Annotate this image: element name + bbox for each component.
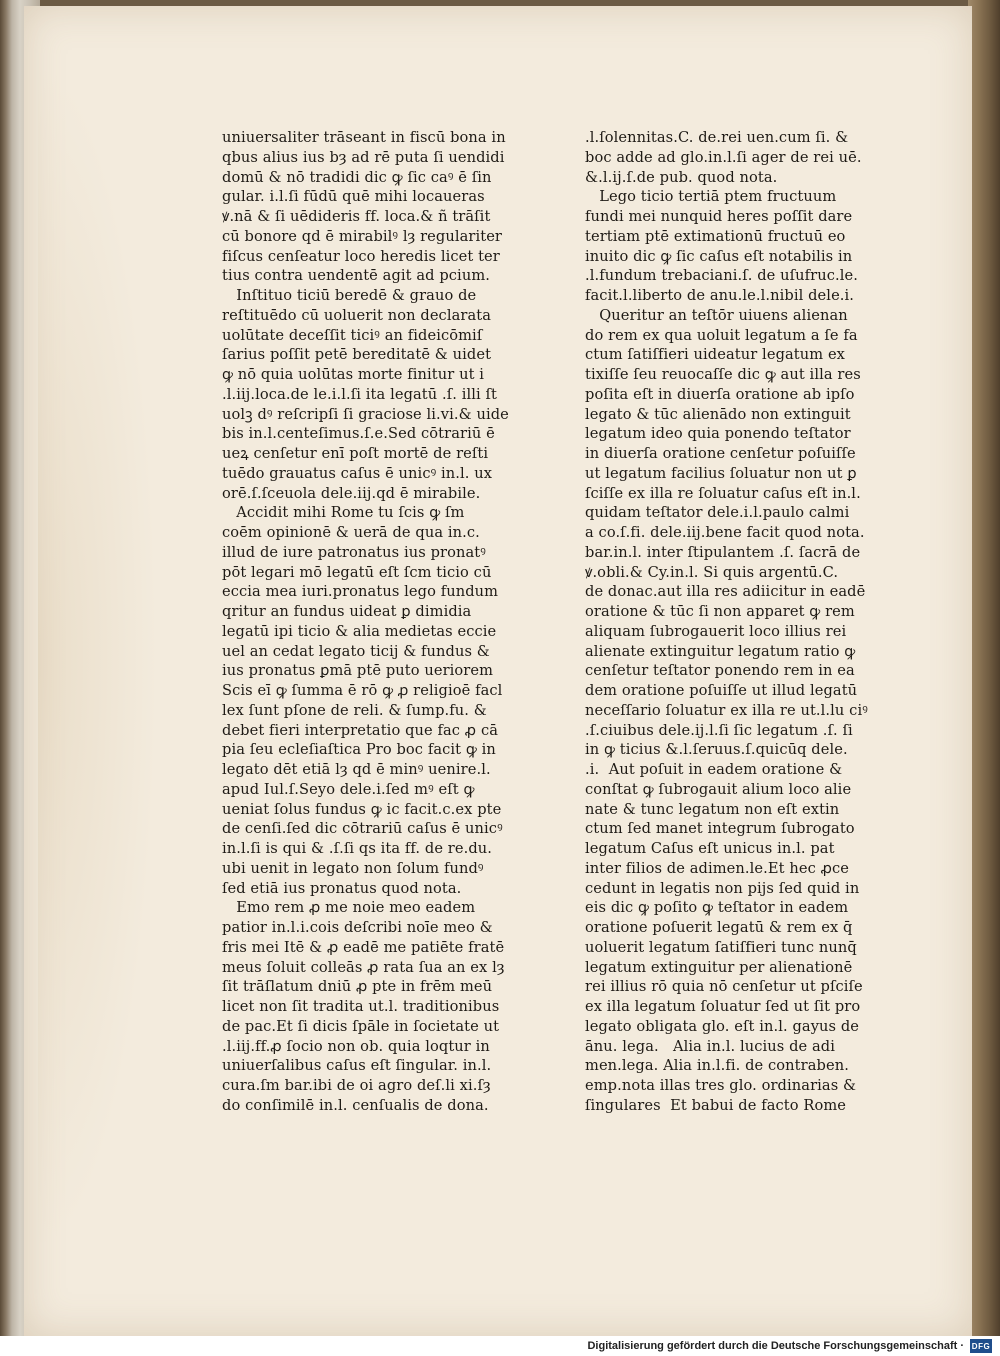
- text-line: ſingulares Et babui de facto Rome: [585, 1096, 847, 1114]
- text-line: debet fieri interpretatio que fac ꝓ cā: [222, 721, 499, 739]
- text-line: patior in.l.i.cois deſcribi noīe meo &: [222, 919, 493, 936]
- text-line: legato dēt etiā lȝ qd ē minꝰ uenire.l.: [222, 761, 491, 778]
- text-line: oratione & tūc ſi non apparet ꝙ rem: [585, 603, 855, 620]
- text-line: pōt legari mō legatū eſt ſcm ticio cū: [222, 563, 492, 581]
- text-line: nate & tunc legatum non eſt extin: [585, 800, 840, 818]
- text-line: tixiſſe ſeu reuocaſſe dic ꝙ aut illa res: [585, 366, 861, 383]
- text-line: uolūtate deceſſit ticiꝰ an fideicōmiſ: [222, 326, 483, 344]
- text-line: tuēdo grauatus caſus ē unicꝰ in.l. ux: [222, 464, 493, 482]
- text-line: qritur an fundus uideat ꝑ dimidia: [222, 603, 472, 620]
- text-line: lex ſunt pſone de reli. & ſump.fu. &: [222, 701, 487, 719]
- text-line: cū bonore qd ē mirabilꝰ lȝ regulariter: [222, 227, 503, 245]
- text-line: dem oratione poſuiſſe ut illud legatū: [585, 682, 858, 699]
- text-line: coēm opinionē & uerā de qua in.c.: [222, 524, 480, 541]
- text-line: rei illius rō quia nō cenſetur ut pſciſe: [585, 978, 863, 996]
- text-line: .l.iij.loca.de le.i.l.ſi ita legatū .ſ. illi ſt: [222, 385, 498, 403]
- text-line: inuito dic ꝙ ſic caſus eſt notabilis in: [585, 247, 853, 265]
- text-line: quidam teſtator dele.i.l.paulo calmi: [585, 504, 850, 522]
- text-line: .l.iij.ff.ꝓ ſocio non ob. quia loqtur in: [222, 1037, 490, 1055]
- text-line: reſtituēdo cū uoluerit non declarata: [222, 306, 492, 324]
- text-line: ctum ſatiſfieri uideatur legatum ex: [585, 346, 846, 364]
- text-line: pia ſeu ecleſiaſtica Pro boc facit ꝙ in: [222, 741, 496, 759]
- text-line: ex illa legatum ſoluatur ſed ut ſit pro: [585, 998, 861, 1015]
- text-line: cura.ſm bar.ibi de oi agro deſ.li xi.ſȝ: [222, 1077, 491, 1094]
- text-line: aliquam ſubrogauerit loco illius rei: [585, 622, 847, 640]
- text-line: orē.ſ.ſceuola dele.iij.qd ē mirabile.: [222, 484, 481, 502]
- text-line: meus ſoluit colleās ꝓ rata ſua an ex lȝ: [222, 958, 505, 976]
- dfg-logo: DFG: [970, 1339, 992, 1353]
- text-line: men.lega. Alia in.l.fi. de contraben.: [585, 1057, 849, 1075]
- text-line: ſit trāſlatum dniū ꝓ pte in frēm meū: [222, 978, 493, 996]
- text-line: cenſetur teſtator ponendo rem in ea: [585, 662, 855, 680]
- text-line: tius contra uendentē agit ad pcium.: [222, 267, 491, 285]
- text-line: eis dic ꝙ poſito ꝙ teſtator in eadem: [585, 899, 849, 917]
- text-line: ꝟ.nā & ſi uēdideris ff. loca.& ñ trāſit: [222, 208, 491, 225]
- text-line: do conſimilē in.l. cenſualis de dona.: [222, 1096, 489, 1114]
- text-line: tertiam ptē extimationū fructuū eo: [585, 227, 846, 245]
- text-line: Scis eī ꝙ ſumma ē rō ꝙ ꝓ religioē facl: [222, 682, 503, 699]
- text-line: boc adde ad glo.in.l.ſi ager de rei uē.: [585, 148, 862, 166]
- text-line: in.l.ſi is qui & .ſ.ſi qs ita ff. de re.du.: [222, 840, 493, 857]
- text-line: in diuerſa oratione cenſetur poſuiſſe: [585, 445, 856, 462]
- text-line: legatū ipi ticio & alia medietas eccie: [222, 622, 497, 640]
- text-line: ſciſſe ex illa re ſoluatur caſus eſt in.l.: [585, 484, 861, 502]
- text-line: uoluerit legatum ſatiſfieri tunc nunq̄: [585, 938, 857, 956]
- text-line: ueꝝ cenſetur enī poſt mortē de reſti: [222, 445, 489, 462]
- text-line: uolꝫ dꝰ reſcripſi ſi graciose li.vi.& uide: [222, 405, 509, 423]
- text-line: legatum extinguitur per alienationē: [585, 958, 853, 976]
- text-line: .ſ.ciuibus dele.ij.l.ſi ſic legatum .ſ. ſi: [585, 721, 853, 739]
- text-line: licet non ſit tradita ut.l. traditionibus: [222, 998, 500, 1015]
- text-line: conſtat ꝙ ſubrogauit alium loco alie: [585, 780, 852, 798]
- text-line: neceſſario ſoluatur ex illa re ut.l.lu ciꝰ: [585, 701, 868, 719]
- text-line: uniuersaliter trāseant in fiscū bona in: [222, 129, 506, 146]
- text-line: emp.nota illas tres glo. ordinarias &: [585, 1077, 857, 1094]
- text-line: facit.l.liberto de anu.le.l.nibil dele.i.: [585, 287, 855, 304]
- text-line: qbus alius ius bȝ ad rē puta ſi uendidi: [222, 148, 505, 166]
- text-line: Accidit mihi Rome tu ſcis ꝙ ſm: [222, 504, 465, 522]
- text-line: de pac.Et ſi dicis ſpāle in ſocietate ut: [222, 1017, 500, 1035]
- text-line: Emo rem ꝓ me noie meo eadem: [222, 899, 476, 917]
- text-line: Lego ticio tertiā ptem fructuum: [585, 188, 837, 206]
- text-line: ānu. lega. Alia in.l. lucius de adi: [585, 1037, 836, 1055]
- text-line: inter filios de adimen.le.Et hec ꝓce: [585, 859, 849, 877]
- text-line: oratione poſuerit legatū & rem ex q̄: [585, 919, 853, 936]
- text-line: Inſtituo ticiū beredē & grauo de: [222, 287, 477, 304]
- text-line: ꝙ nō quia uolūtas morte finitur ut i: [222, 366, 485, 383]
- text-line: domū & nō tradidi dic ꝙ ſic caꝰ ē ſin: [222, 168, 492, 186]
- text-line: Queritur an teſtōr uiuens alienan: [585, 306, 848, 324]
- text-line: poſita eſt in diuerſa oratione ab ipſo: [585, 385, 855, 403]
- text-line: &.l.ij.ſ.de pub. quod nota.: [585, 168, 778, 186]
- footer-credit-text: Digitalisierung gefördert durch die Deutsche Forschungsgemeinschaft ·: [587, 1340, 964, 1352]
- text-line: do rem ex qua uoluit legatum a ſe fa: [585, 326, 858, 344]
- book-right-edge: [968, 0, 1000, 1340]
- text-line: legato obligata glo. eſt in.l. gayus de: [585, 1017, 860, 1035]
- text-line: ſarius poſſit petē bereditatē & uidet: [222, 346, 492, 364]
- text-line: apud Iul.ſ.Seyo dele.i.ſed mꝰ eſt ꝙ: [222, 780, 475, 798]
- text-line: ubi uenit in legato non ſolum fundꝰ: [222, 859, 484, 877]
- text-line: uniuerſalibus caſus eſt ſingular. in.l.: [222, 1057, 492, 1075]
- left-text-column: [222, 128, 509, 1116]
- text-line: gular. i.l.ſi fūdū quē mihi locaueras: [222, 188, 485, 206]
- text-line: .i. Aut poſuit in eadem oratione &: [585, 761, 843, 778]
- text-line: legatum Caſus eſt unicus in.l. pat: [585, 840, 835, 857]
- text-line: .l.ſolennitas.C. de.rei uen.cum ſi. &: [585, 129, 849, 146]
- text-line: ſed etiā ius pronatus quod nota.: [222, 879, 462, 897]
- text-line: .l.fundum trebaciani.ſ. de uſufruc.le.: [585, 267, 858, 285]
- text-line: fiſcus cenſeatur loco heredis licet ter: [222, 247, 500, 265]
- text-line: legatum ideo quia ponendo teſtator: [585, 425, 851, 443]
- text-line: de cenſi.ſed dic cōtrariū caſus ē unicꝰ: [222, 820, 503, 838]
- text-line: eccia mea iuri.pronatus lego fundum: [222, 583, 499, 601]
- text-line: ut legatum facilius ſoluatur non ut ꝑ: [585, 464, 857, 482]
- text-line: ꝟ.obli.& Cy.in.l. Si quis argentū.C.: [585, 563, 839, 581]
- text-line: ctum ſed manet integrum ſubrogato: [585, 820, 855, 838]
- text-line: de donac.aut illa res adiicitur in eadē: [585, 583, 866, 601]
- text-line: fris mei Itē & ꝓ eadē me patiēte fratē: [222, 938, 505, 956]
- text-line: a co.ſ.fi. dele.iij.bene facit quod nota.: [585, 524, 865, 541]
- text-line: ueniat ſolus fundus ꝙ ic facit.c.ex pte: [222, 800, 502, 818]
- text-line: alienate extinguitur legatum ratio ꝙ: [585, 642, 856, 660]
- text-line: fundi mei nunquid heres poſſit dare: [585, 208, 853, 225]
- footer-credit-bar: [0, 1336, 1000, 1356]
- text-line: bar.in.l. inter ſtipulantem .ſ. ſacrā de: [585, 543, 861, 561]
- text-line: cedunt in legatis non pijs ſed quid in: [585, 879, 860, 897]
- text-line: uel an cedat legato ticij & fundus &: [222, 642, 490, 660]
- text-line: bis in.l.centeſimus.ſ.e.Sed cōtrariū ē: [222, 425, 495, 443]
- right-text-column: [585, 128, 868, 1116]
- text-line: illud de iure patronatus ius pronatꝰ: [222, 543, 486, 561]
- text-line: in ꝙ ticius &.l.ſeruus.ſ.quicūq dele.: [585, 741, 848, 759]
- text-line: legato & tūc alienādo non extinguit: [585, 405, 851, 423]
- text-line: ius pronatus ꝑmā ptē puto ueriorem: [222, 662, 494, 680]
